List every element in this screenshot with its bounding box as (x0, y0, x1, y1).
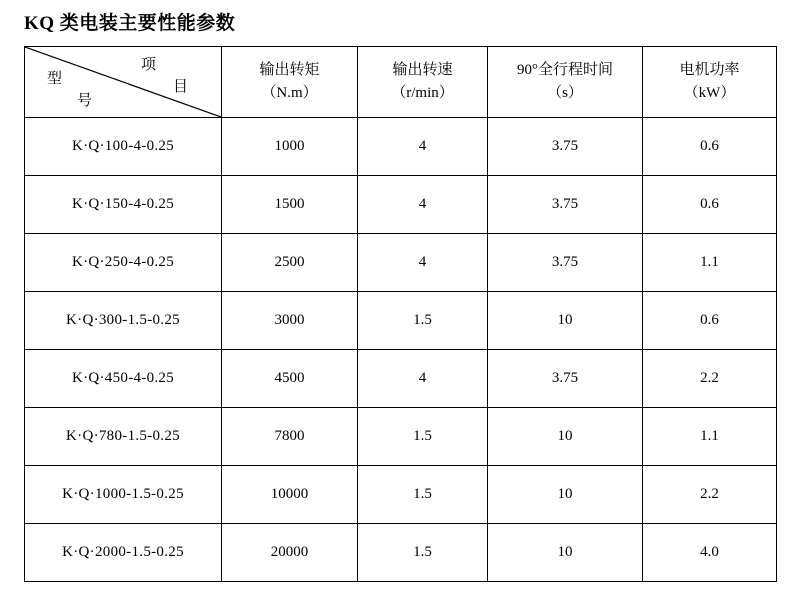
cell-power: 2.2 (643, 466, 777, 524)
cell-speed: 1.5 (358, 524, 488, 582)
header-model-label-char1: 型 (47, 71, 63, 87)
table-row (25, 524, 777, 582)
cell-torque: 1500 (222, 176, 358, 234)
header-item-label-char2: 目 (173, 79, 189, 95)
cell-torque: 1000 (222, 118, 358, 176)
header-model-label-char2: 号 (77, 93, 93, 109)
page-title: KQ 类电装主要性能参数 (24, 13, 236, 34)
column-header-power-line2: （kW） (683, 85, 736, 101)
cell-power: 4.0 (643, 524, 777, 582)
performance-parameters-table (24, 46, 777, 582)
column-header-torque-line1: 输出转矩 (259, 61, 320, 78)
column-header-time-line2: （s） (547, 85, 583, 101)
cell-torque: 7800 (222, 408, 358, 466)
column-header-time-line1: 90°全行程时间 (517, 61, 613, 78)
table-row (25, 292, 777, 350)
table-row (25, 176, 777, 234)
table-header-row (25, 47, 777, 118)
cell-speed: 1.5 (358, 466, 488, 524)
cell-speed: 4 (358, 118, 488, 176)
cell-time: 3.75 (488, 118, 643, 176)
column-header-power (643, 47, 777, 118)
column-header-time (488, 47, 643, 118)
cell-model: K·Q·100-4-0.25 (25, 118, 222, 176)
cell-model: K·Q·780-1.5-0.25 (25, 408, 222, 466)
cell-power: 1.1 (643, 408, 777, 466)
cell-torque: 2500 (222, 234, 358, 292)
cell-speed: 1.5 (358, 292, 488, 350)
table-row (25, 466, 777, 524)
cell-speed: 4 (358, 350, 488, 408)
column-header-speed (358, 47, 488, 118)
cell-model: K·Q·150-4-0.25 (25, 176, 222, 234)
cell-speed: 4 (358, 234, 488, 292)
cell-power: 0.6 (643, 176, 777, 234)
column-header-power-line1: 电机功率 (679, 61, 740, 78)
cell-time: 10 (488, 408, 643, 466)
cell-speed: 1.5 (358, 408, 488, 466)
header-item-label-char1: 项 (141, 57, 157, 73)
cell-time: 3.75 (488, 350, 643, 408)
table-row (25, 350, 777, 408)
table-row (25, 408, 777, 466)
cell-model: K·Q·1000-1.5-0.25 (25, 466, 222, 524)
cell-power: 0.6 (643, 292, 777, 350)
cell-torque: 10000 (222, 466, 358, 524)
cell-time: 3.75 (488, 176, 643, 234)
cell-model: K·Q·450-4-0.25 (25, 350, 222, 408)
cell-speed: 4 (358, 176, 488, 234)
table-corner-header-cell (25, 47, 222, 118)
cell-time: 10 (488, 466, 643, 524)
column-header-torque-line2: （N.m） (261, 85, 318, 101)
cell-model: K·Q·2000-1.5-0.25 (25, 524, 222, 582)
cell-time: 10 (488, 524, 643, 582)
cell-power: 2.2 (643, 350, 777, 408)
cell-model: K·Q·300-1.5-0.25 (25, 292, 222, 350)
cell-time: 3.75 (488, 234, 643, 292)
cell-model: K·Q·250-4-0.25 (25, 234, 222, 292)
table-row (25, 118, 777, 176)
cell-torque: 20000 (222, 524, 358, 582)
cell-power: 1.1 (643, 234, 777, 292)
table-row (25, 234, 777, 292)
cell-torque: 4500 (222, 350, 358, 408)
cell-time: 10 (488, 292, 643, 350)
cell-torque: 3000 (222, 292, 358, 350)
cell-power: 0.6 (643, 118, 777, 176)
column-header-torque (222, 47, 358, 118)
column-header-speed-line1: 输出转速 (392, 61, 453, 78)
column-header-speed-line2: （r/min） (391, 85, 454, 101)
